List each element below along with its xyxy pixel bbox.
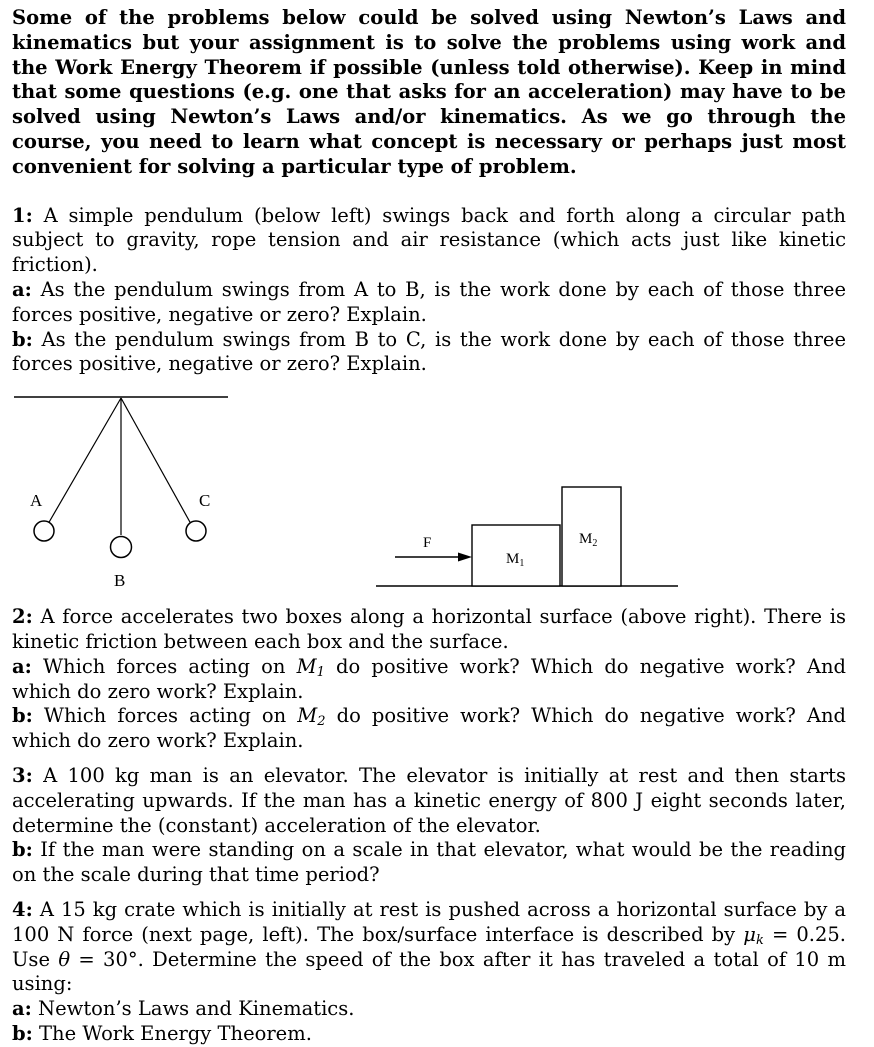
problem-2 [12,605,846,754]
figures-svg [12,377,846,605]
problem-3-text: A 100 kg man is an elevator. The elevator is initially at rest and then starts accelerating upwards. If the man has a kinetic energy of 800 J eight seconds later, determine the (constant) acceleration of the elevator. [12,763,846,837]
pendulum-figure [14,397,228,590]
problem-4a-label: a: [12,997,32,1021]
pendulum-rope-c [121,398,191,524]
problem-2a-label: a: [12,654,32,678]
box-m2-label: $M_2$ [579,531,598,550]
problem-2b-text-post: do positive work? Which do negative work? And which do zero work? Explain. [12,704,846,753]
force-label: F [423,535,432,552]
problem-2a-text-post: do positive work? Which do negative work? And which do zero work? Explain. [12,654,846,703]
problem-1a-label: a: [12,277,32,301]
problem-3b-text: If the man were standing on a scale in that elevator, what would be the reading on the scale during that time period? [12,838,847,887]
problem-3b-label: b: [12,838,33,862]
pendulum-bob-b [111,537,132,558]
theta-symbol: θ [58,947,71,971]
problem-1b-label: b: [12,327,33,351]
problem-1a-text: As the pendulum swings from A to B, is the work done by each of those three forces positive, negative or zero? Explain. [12,277,846,326]
problem-4a-text: Newton’s Laws and Kinematics. [38,997,355,1021]
pendulum-bob-c [186,521,206,541]
problem-4-number: 4: [12,897,33,921]
document-page [12,6,846,1047]
problem-2b-text-pre: Which forces acting on [43,704,287,728]
problem-2a-text-pre: Which forces acting on [43,654,286,678]
figures-row [12,377,846,605]
pendulum-label-b: B [114,571,126,591]
pendulum-label-c: C [199,491,211,511]
problem-3-number: 3: [12,763,33,787]
problem-1b-text: As the pendulum swings from B to C, is the work done by each of those three forces positive, negative or zero? Explain. [12,327,847,376]
force-arrowhead [458,553,472,562]
problem-4-text-post: = 30°. Determine the speed of the box after it has traveled a total of 10 m using: [12,947,847,996]
problem-4b-text: The Work Energy Theorem. [39,1021,312,1045]
problem-1-number: 1: [12,203,33,227]
intro-paragraph: Some of the problems below could be solved using Newton’s Laws and kinematics but your assignment is to solve the problems using work and the Work Energy Theorem if possible (unless told otherwise). Keep in mind that some questions (e.g. one that asks for an acceleration) may have to be solved using Newton’s Laws and/or kinematics. As we go through the course, you need to learn what concept is necessary or perhaps just most convenient for solving a particular type of problem. [12,6,846,178]
problem-2-text: A force accelerates two boxes along a horizontal surface (above right). There is kinetic friction between each box and the surface. [12,605,846,653]
problem-4 [12,898,846,1047]
problem-4-text-pre: A 15 kg crate which is initially at rest is pushed across a horizontal surface by a 100 N force (next page, left). The box/surface interface is described by [12,897,847,946]
pendulum-bob-a [34,521,54,541]
pendulum-label-a: A [30,491,43,511]
problem-2a-mass-symbol: $M_1$ [296,654,325,680]
problem-2-number: 2: [12,605,33,629]
pendulum-rope-a [48,398,121,524]
boxes-figure [376,487,678,586]
problem-2b-mass-symbol: $M_2$ [297,704,326,730]
problem-4-text-mid: = 0.25. Use [12,922,846,971]
problem-3 [12,764,846,888]
problem-4b-label: b: [12,1021,33,1045]
problem-2b-label: b: [12,704,33,728]
box-m1-label: $M_1$ [506,551,525,570]
problem-1 [12,204,846,378]
friction-coefficient-symbol: $\mu_k$ [743,922,764,948]
problem-1-text: A simple pendulum (below left) swings back and forth along a circular path subject to gravity, rope tension and air resistance (which acts just like kinetic friction). [12,203,846,277]
